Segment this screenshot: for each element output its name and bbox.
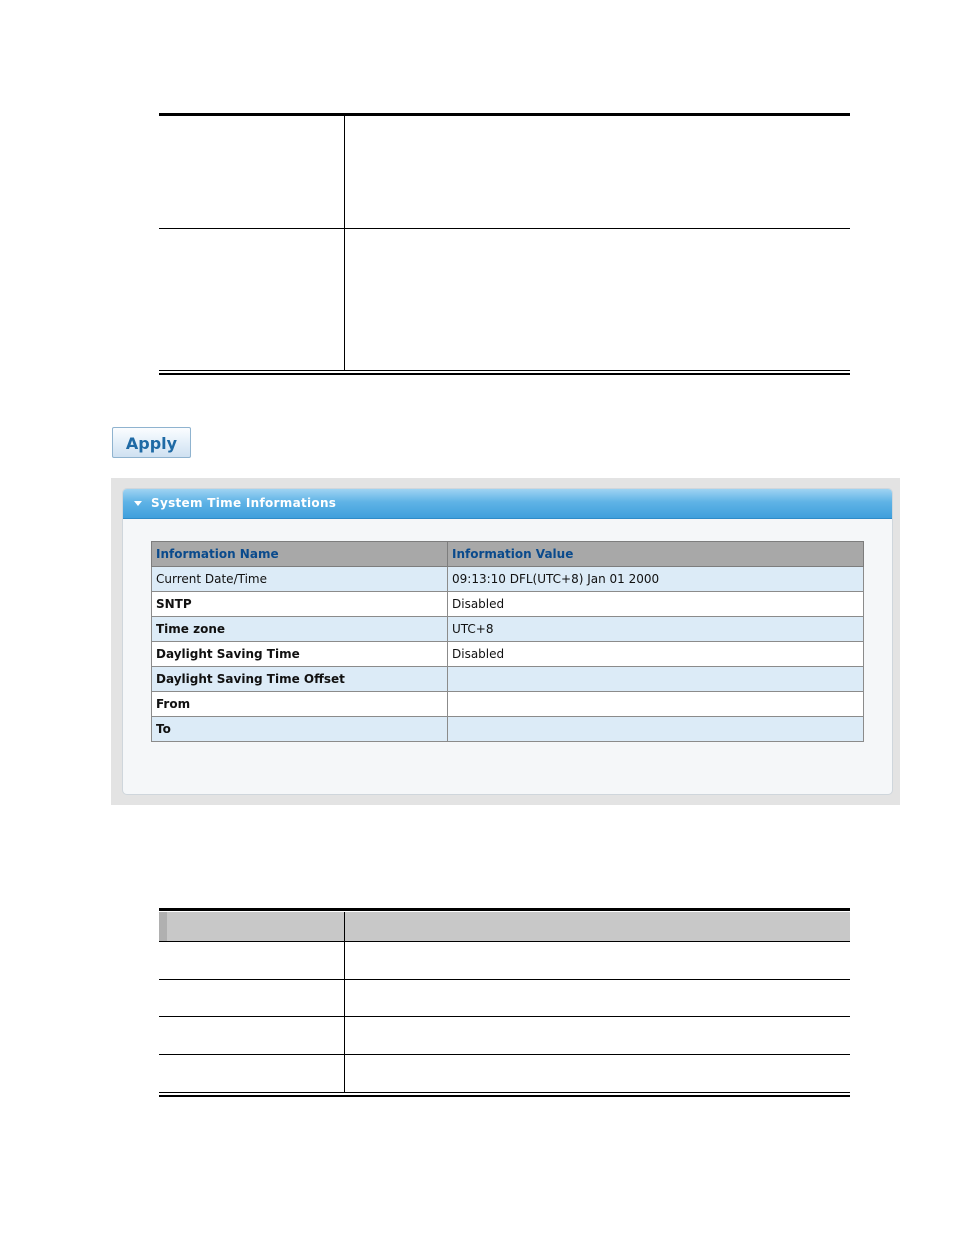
column-header-information-name: Information Name (152, 542, 448, 567)
table-column-divider (344, 912, 345, 1092)
table-row-divider (159, 228, 850, 229)
row-value-from (448, 692, 864, 717)
table-row (152, 642, 864, 667)
row-name-current-date-time: Current Date/Time (152, 567, 448, 592)
apply-button[interactable]: Apply (112, 427, 191, 458)
table-rule-bottom (159, 1092, 850, 1093)
table-row (152, 592, 864, 617)
table-row (152, 617, 864, 642)
table-rule-top (159, 113, 850, 116)
row-name-sntp: SNTP (152, 592, 448, 617)
table-header-band (159, 912, 850, 941)
table-rule-bottom-double (159, 1095, 850, 1097)
row-value-time-zone: UTC+8 (448, 617, 864, 642)
row-value-to (448, 717, 864, 742)
table-row-divider (159, 979, 850, 980)
panel-header[interactable] (123, 489, 892, 519)
collapse-caret-icon[interactable] (134, 501, 142, 506)
table-rule-top (159, 908, 850, 911)
table-header-row (152, 542, 864, 567)
table-row-divider (159, 1054, 850, 1055)
system-time-info-table (151, 541, 864, 742)
system-time-panel-frame (111, 478, 900, 805)
document-table-top (159, 113, 850, 375)
row-name-daylight-saving-time: Daylight Saving Time (152, 642, 448, 667)
system-time-panel (122, 488, 893, 795)
row-name-from: From (152, 692, 448, 717)
table-rule-bottom-double (159, 373, 850, 375)
row-name-time-zone: Time zone (152, 617, 448, 642)
row-value-current-date-time: 09:13:10 DFL(UTC+8) Jan 01 2000 (448, 567, 864, 592)
row-value-sntp: Disabled (448, 592, 864, 617)
row-name-to: To (152, 717, 448, 742)
table-row (152, 717, 864, 742)
table-column-divider (344, 116, 345, 370)
panel-title: System Time Informations (151, 496, 337, 510)
table-row-divider (159, 1016, 850, 1017)
row-value-daylight-saving-time: Disabled (448, 642, 864, 667)
column-header-information-value: Information Value (448, 542, 864, 567)
table-row (152, 692, 864, 717)
table-row-divider (159, 941, 850, 942)
row-name-daylight-saving-time-offset: Daylight Saving Time Offset (152, 667, 448, 692)
document-table-bottom (159, 908, 850, 1098)
table-header-notch (159, 912, 167, 941)
table-row (152, 667, 864, 692)
table-rule-bottom (159, 370, 850, 371)
table-row (152, 567, 864, 592)
row-value-daylight-saving-time-offset (448, 667, 864, 692)
